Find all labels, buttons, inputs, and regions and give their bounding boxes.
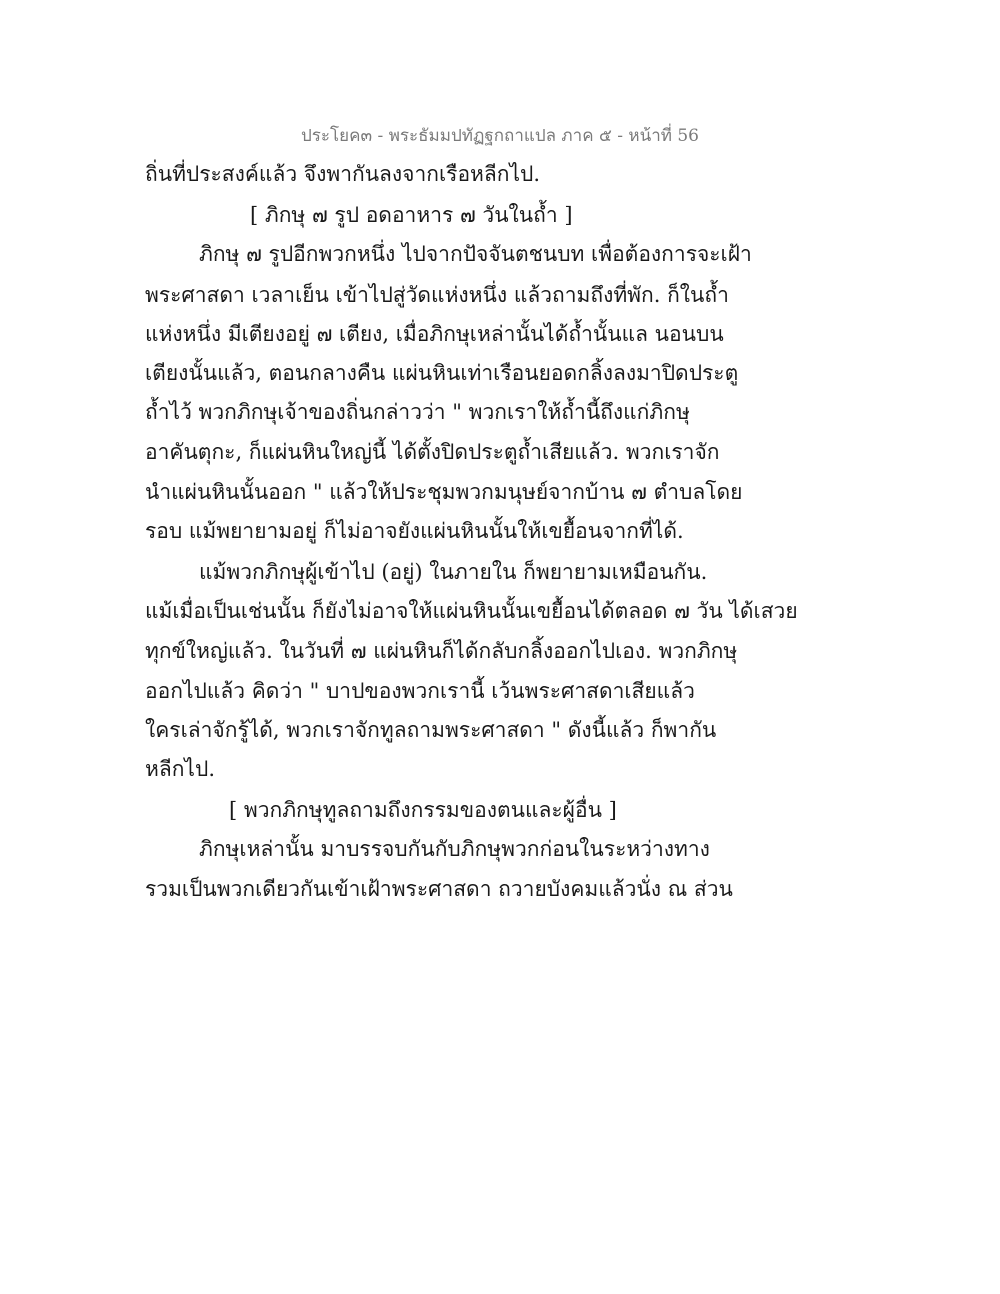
- text-line: ภิกษุ ๗ รูปอีกพวกหนึ่ง ไปจากปัจจันตชนบท เพื่อต้องการจะเฝ้า: [199, 242, 752, 266]
- text-line: ถ้ำไว้ พวกภิกษุเจ้าของถิ่นกล่าวว่า " พวกเราให้ถ้ำนี้ถึงแก่ภิกษุ: [145, 400, 690, 424]
- text-line: พระศาสดา เวลาเย็น เข้าไปสู่วัดแห่งหนึ่ง แล้วถามถึงที่พัก. ก็ในถ้ำ: [145, 283, 729, 307]
- text-line: เตียงนั้นแล้ว, ตอนกลางคืน แผ่นหินเท่าเรือนยอดกลิ้งลงมาปิดประตู: [145, 361, 739, 385]
- text-line: ถิ่นที่ประสงค์แล้ว จึงพากันลงจากเรือหลีกไป.: [145, 162, 541, 186]
- section-heading: [ พวกภิกษุทูลถามถึงกรรมของตนและผู้อื่น ]: [229, 798, 617, 822]
- section-heading: [ ภิกษุ ๗ รูป อดอาหาร ๗ วันในถ้ำ ]: [250, 203, 573, 227]
- text-line: นำแผ่นหินนั้นออก " แล้วให้ประชุมพวกมนุษย์จากบ้าน ๗ ตำบลโดย: [145, 480, 743, 504]
- text-line: ออกไปแล้ว คิดว่า " บาปของพวกเรานี้ เว้นพระศาสดาเสียแล้ว: [145, 679, 695, 703]
- text-line: ภิกษุเหล่านั้น มาบรรจบกันกับภิกษุพวกก่อนในระหว่างทาง: [199, 837, 710, 861]
- text-line: แห่งหนึ่ง มีเตียงอยู่ ๗ เตียง, เมื่อภิกษุเหล่านั้นได้ถ้ำนั้นแล นอนบน: [145, 322, 724, 346]
- text-line: อาคันตุกะ, ก็แผ่นหินใหญ่นี้ ได้ตั้งปิดประตูถ้ำเสียแล้ว. พวกเราจัก: [145, 440, 720, 464]
- text-line: หลีกไป.: [145, 757, 215, 781]
- text-line: รวมเป็นพวกเดียวกันเข้าเฝ้าพระศาสดา ถวายบังคมแล้วนั่ง ณ ส่วน: [145, 877, 733, 901]
- text-line: ทุกข์ใหญ่แล้ว. ในวันที่ ๗ แผ่นหินก็ได้กลับกลิ้งออกไปเอง. พวกภิกษุ: [145, 639, 738, 663]
- text-line: แม้พวกภิกษุผู้เข้าไป (อยู่) ในภายใน ก็พยายามเหมือนกัน.: [199, 560, 708, 584]
- text-line: ใครเล่าจักรู้ได้, พวกเราจักทูลถามพระศาสดา " ดังนี้แล้ว ก็พากัน: [145, 718, 717, 742]
- text-line: แม้เมื่อเป็นเช่นนั้น ก็ยังไม่อาจให้แผ่นหินนั้นเขยื้อนได้ตลอด ๗ วัน ได้เสวย: [145, 599, 798, 623]
- text-line: รอบ แม้พยายามอยู่ ก็ไม่อาจยังแผ่นหินนั้นให้เขยื้อนจากที่ได้.: [145, 519, 684, 543]
- page-header: ประโยค๓ - พระธัมมปทัฏฐกถาแปล ภาค ๕ - หน้าที่ 56: [301, 126, 699, 146]
